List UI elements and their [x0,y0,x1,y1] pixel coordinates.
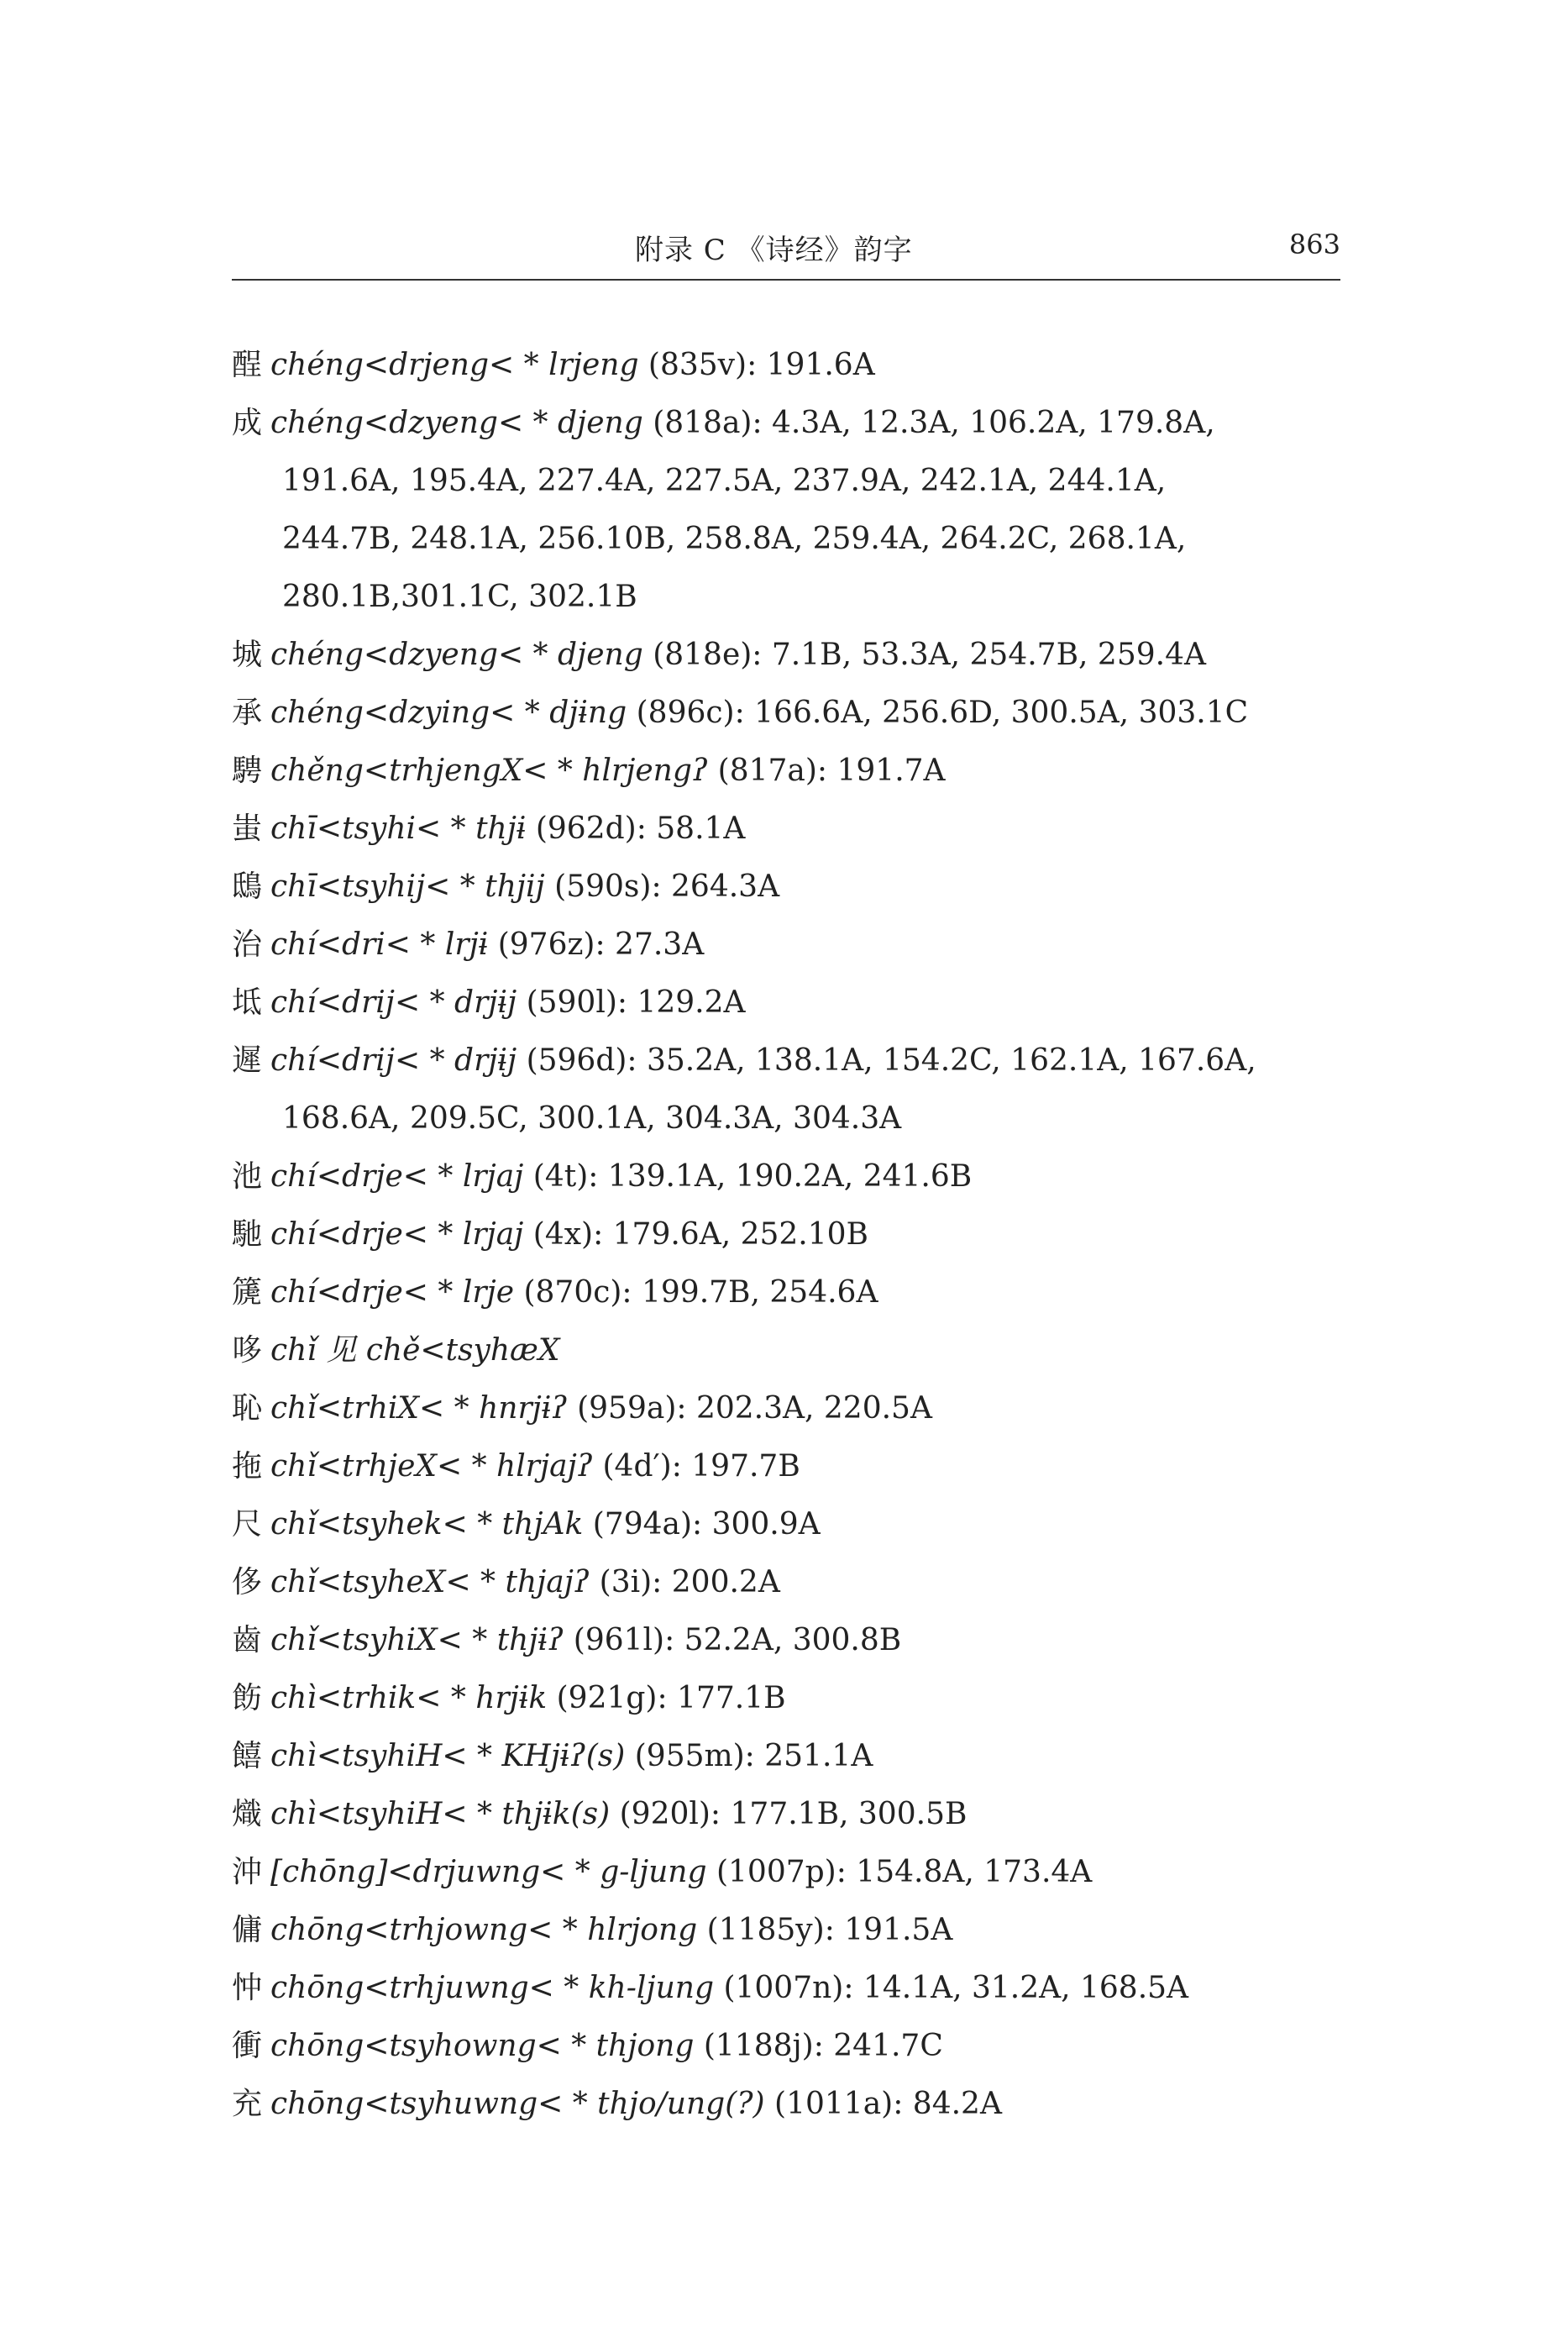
entry-continuation-line: 168.6A, 209.5C, 300.1A, 304.3A, 304.3A [282,1101,902,1136]
entry-reconstruction: chì<tsyhiH< * KHjɨʔ(s) [270,1739,626,1773]
entry-reconstruction: chī<tsyhi< * thjɨ [270,811,527,846]
entry-character: 鴟 [232,869,263,904]
entry-0 [232,336,1349,394]
entry-reconstruction: chǐ<tsyhiX< * thjɨʔ [270,1623,564,1657]
entry-references: (921g): 177.1B [547,1681,786,1715]
entry-18 [232,1611,1349,1669]
entry-reconstruction: chí<dri< * lrjɨ [270,927,489,962]
entry-references: (962d): 58.1A [526,811,746,846]
entry-character: 城 [232,638,263,672]
entry-10 [232,1148,1349,1205]
entry-25 [232,2017,1349,2075]
entry-references: (817a): 191.7A [708,754,946,788]
entry-references: (961l): 52.2A, 300.8B [564,1623,902,1657]
entry-character: 傭 [232,1913,263,1947]
entry-reconstruction: chěng<trhjengX< * hlrjengʔ [270,754,709,788]
entry-character: 飭 [232,1681,263,1715]
entry-list [232,336,1349,2133]
entry-references: (1185y): 191.5A [697,1913,953,1947]
entry-3 [232,684,1349,742]
entry-references: (870c): 199.7B, 254.6A [514,1275,878,1310]
entry-reconstruction: chǐ 见 chě<tsyhæX [270,1333,560,1368]
entry-22 [232,1843,1349,1901]
entry-character: 熾 [232,1797,263,1831]
entry-references: (835v): 191.6A [638,348,875,382]
entry-24 [232,1959,1349,2017]
entry-character: 池 [232,1159,263,1194]
entry-references: (818e): 7.1B, 53.3A, 254.7B, 259.4A [642,638,1206,672]
entry-23 [232,1901,1349,1959]
entry-reconstruction: chǐ<trhjeX< * hlrjajʔ [270,1449,594,1484]
entry-11 [232,1205,1349,1263]
entry-1 [232,394,1349,626]
entry-26 [232,2075,1349,2133]
entry-14 [232,1379,1349,1437]
entry-character: 坻 [232,985,263,1020]
entry-character: 忡 [232,1971,263,2005]
entry-reconstruction: chí<drij< * drjɨj [270,985,517,1020]
entry-reconstruction: chōng<tsyhowng< * thjong [270,2029,695,2063]
entry-13 [232,1321,1349,1379]
entry-character: 齒 [232,1623,263,1657]
entry-references: (1007p): 154.8A, 173.4A [706,1855,1093,1889]
entry-reconstruction: chéng<dzying< * djɨng [270,696,627,730]
entry-references: (4t): 139.1A, 190.2A, 241.6B [523,1159,973,1194]
entry-2 [232,626,1349,684]
entry-character: 拖 [232,1449,263,1484]
entry-character: 篪 [232,1275,263,1310]
entry-references: (590s): 264.3A [544,869,780,904]
entry-reconstruction: chí<drij< * drjɨj [270,1043,517,1078]
section-title: 附录 C 《诗经》韵字 [635,234,913,267]
entry-21 [232,1785,1349,1843]
entry-reconstruction: [chōng]<drjuwng< * g-ljung [270,1855,707,1889]
entry-references: (1188j): 241.7C [694,2029,943,2063]
entry-19 [232,1669,1349,1727]
entry-references: (896c): 166.6A, 256.6D, 300.5A, 303.1C [627,696,1249,730]
entry-character: 充 [232,2087,263,2121]
entry-reconstruction: chōng<tsyhuwng< * thjo/ung(?) [270,2087,765,2121]
entry-references: (3i): 200.2A [590,1565,780,1599]
entry-character: 治 [232,927,263,962]
entry-character: 遲 [232,1043,263,1078]
entry-reconstruction: chì<tsyhiH< * thjɨk(s) [270,1797,611,1831]
entry-12 [232,1263,1349,1321]
entry-references: (818a): 4.3A, 12.3A, 106.2A, 179.8A, [642,406,1215,440]
entry-reconstruction: chōng<trhjuwng< * kh-ljung [270,1971,714,2005]
entry-9 [232,1032,1349,1148]
entry-7 [232,916,1349,974]
entry-references: (955m): 251.1A [625,1739,873,1773]
running-header [232,220,1340,281]
entry-references: (1007n): 14.1A, 31.2A, 168.5A [714,1971,1189,2005]
entry-continuation-line: 244.7B, 248.1A, 256.10B, 258.8A, 259.4A, 264.2C, 268.1A, [282,522,1187,556]
entry-20 [232,1727,1349,1785]
entry-15 [232,1437,1349,1495]
entry-character: 侈 [232,1565,263,1599]
entry-character: 哆 [232,1333,263,1368]
entry-character: 成 [232,406,263,440]
entry-continuation-line: 280.1B,301.1C, 302.1B [282,580,637,614]
entry-character: 騁 [232,754,263,788]
entry-4 [232,742,1349,800]
entry-references: (959a): 202.3A, 220.5A [567,1391,932,1426]
entry-17 [232,1553,1349,1611]
entry-reconstruction: chéng<drjeng< * lrjeng [270,348,639,382]
entry-reconstruction: chōng<trhjowng< * hlrjong [270,1913,698,1947]
entry-8 [232,974,1349,1032]
entry-character: 酲 [232,348,263,382]
entry-character: 蚩 [232,811,263,846]
entry-character: 衝 [232,2029,263,2063]
entry-references: (596d): 35.2A, 138.1A, 154.2C, 162.1A, 167.6A, [517,1043,1256,1078]
entry-references: (590l): 129.2A [517,985,746,1020]
entry-reconstruction: chéng<dzyeng< * djeng [270,638,643,672]
entry-character: 沖 [232,1855,263,1889]
entry-references: (1011a): 84.2A [764,2087,1002,2121]
entry-reconstruction: chǐ<trhiX< * hnrjɨʔ [270,1391,568,1426]
entry-character: 承 [232,696,263,730]
entry-reconstruction: chí<drje< * lrjaj [270,1159,524,1194]
entry-character: 馳 [232,1217,263,1252]
entry-reconstruction: chǐ<tsyhek< * thjAk [270,1507,584,1542]
entry-5 [232,800,1349,858]
entry-reconstruction: chí<drje< * lrje [270,1275,515,1310]
page-number: 863 [1288,228,1340,260]
entry-references: (4x): 179.6A, 252.10B [523,1217,869,1252]
entry-references: (794a): 300.9A [583,1507,821,1542]
entry-references: (920l): 177.1B, 300.5B [610,1797,968,1831]
entry-reconstruction: chì<trhik< * hrjɨk [270,1681,548,1715]
entry-character: 恥 [232,1391,263,1426]
entry-references: (976z): 27.3A [488,927,705,962]
entry-6 [232,858,1349,916]
entry-character: 饎 [232,1739,263,1773]
entry-references: (4d′): 197.7B [593,1449,800,1484]
entry-continuation-line: 191.6A, 195.4A, 227.4A, 227.5A, 237.9A, 242.1A, 244.1A, [282,464,1167,498]
entry-character: 尺 [232,1507,263,1542]
entry-reconstruction: chí<drje< * lrjaj [270,1217,524,1252]
entry-reconstruction: chǐ<tsyheX< * thjajʔ [270,1565,590,1599]
entry-reconstruction: chéng<dzyeng< * djeng [270,406,643,440]
entry-reconstruction: chī<tsyhij< * thjij [270,869,545,904]
entry-16 [232,1495,1349,1553]
